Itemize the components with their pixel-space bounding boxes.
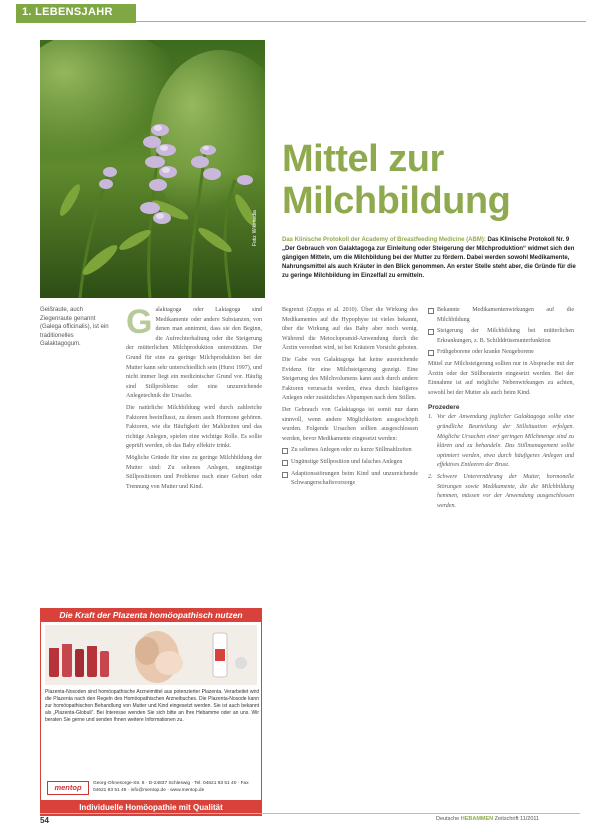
photo-caption: Geißraute, auch Ziegenraute genannt (Galega officinalis), ist ein traditionelles Galaktagogum.	[40, 307, 109, 347]
ad-product-photo	[45, 625, 257, 685]
article-intro	[282, 236, 580, 281]
list-item: Ungünstige Stillposition und falsches Anlegen	[282, 458, 418, 468]
paragraph: Galaktagoga oder Laktagoga sind Medikamente oder andere Substanzen, von denen man annimmt, dass sie den Beginn, die Aufrechterhaltung oder die Steigerung der mütterlichen Milchproduktion unterstützen. Der Grund für eine zu geringe Milchproduktion bei der Mutter kann sehr unterschiedlich sein (Hurst 1997), und nicht immer liegt ein medizinischer Grund vor. Häufig sind Stillprobleme oder eine unzureichende Anlegetechnik die Ursache.	[126, 303, 262, 400]
ad-tagline: Individuelle Homöopathie mit Qualität	[41, 800, 261, 815]
paragraph: Der Gebrauch von Galaktagoga ist somit nur dann sinnvoll, wenn andere Möglichkeiten ausgeschöpft wurden. Folgende Ursachen sollten ausgeschlossen werden, bevor Medikamente eingesetzt werden:	[282, 406, 418, 442]
list-item: 2. Schwere Unterernährung der Mutter, hormonelle Störungen sowie Medikamente, die die Milchbildung hemmen, müssen vor der Anwendung ausgeschlossen werden.	[428, 473, 574, 509]
header-divider	[136, 21, 586, 22]
intro-lead: Das Klinische Protokoll der Academy of Breastfeeding Medicine (ABM):	[282, 237, 486, 243]
bullet-list	[282, 446, 418, 488]
paragraph: Mittel zur Milchsteigerung sollten nur in Absprache mit der Ärztin oder der Stillberaterin eingesetzt werden. Bei der Einnahme ist auf mögliche Nebenwirkungen zu achten, sowohl bei der Mutter als auch beim Kind.	[428, 360, 574, 396]
footer-divider	[40, 813, 580, 814]
advertisement[interactable]	[40, 608, 262, 816]
numbered-list	[428, 413, 574, 511]
flower-photo	[40, 40, 265, 298]
ad-contact: Georg-Ohnesorge-Str. 8 · D-24837 Schleswig · Tel. 04621 93 51 40 · Fax 04621 93 51 49 · info@mentop.de · www.mentop.de	[93, 781, 249, 793]
photo-credit: Foto: Wikimedia	[252, 210, 258, 246]
list-item: 1. Vor der Anwendung jeglicher Galaktagoga sollte eine gründliche Beurteilung der Stillsituation erfolgen. Mögliche Ursachen einer geringen Milchmenge sind zu klären und zu behandeln. Das Stillmanagement sollte optimiert werden, etwa durch häufigeres Anlegen und effektives Entleeren der Brust.	[428, 414, 574, 469]
list-item: Frühgeborene oder kranke Neugeborene	[428, 348, 574, 358]
drop-cap: G	[126, 303, 153, 341]
text-column-1	[126, 303, 262, 494]
title-line: Milchbildung	[282, 180, 511, 222]
list-item: Bekannte Medikamentenwirkungen auf die Milchbildung	[428, 306, 574, 325]
magazine-footer: Deutsche HEBAMMEN Zeitschrift 11/2011	[436, 816, 540, 822]
ad-headline: Die Kraft der Plazenta homöopathisch nutzen	[41, 609, 261, 622]
title-line: Mittel zur	[282, 138, 444, 180]
text-column-2	[282, 306, 418, 491]
paragraph: Die Gabe von Galaktagoga hat keine ausreichende Evidenz für eine Milchsteigerung gezeigt. Eine Steigerung des Milchvolumens kann auch durch andere Faktoren verursacht werden, etwa durch häufigeres Anlegen oder zusätzliches Abpumpen nach dem Stillen.	[282, 356, 418, 402]
intro-text: Das Klinische Protokoll Nr. 9 „Der Gebrauch von Galaktagoga zur Einleitung oder Steigerung der Milchproduktion“ widmet sich den gängigen Mitteln, um die Milchbildung bei der Mutter zu fördern. Dabei werden sowohl Medikamente, Nahrungsmittel als auch Kräuter in den Blick genommen. An erster Stelle steht aber, die Gründe für die zu geringe Milchbildung im Einzelfall zu ermitteln.	[282, 237, 576, 279]
list-item: Zu seltenes Anlegen oder zu kurze Stillmahlzeiten	[282, 446, 418, 456]
text-column-3	[428, 306, 574, 513]
list-item: Steigerung der Milchbildung bei mütterlichen Erkrankungen, z. B. Schilddrüsenunterfunktion	[428, 327, 574, 346]
mentop-logo: mentop	[47, 781, 89, 795]
paragraph: Die natürliche Milchbildung wird durch zahlreiche Faktoren beeinflusst, zu denen auch Hormone gehören. Faktoren, wie die Häufigkeit der Mahlzeiten und das richtige Anlegen, spielen eine wichtige Rolle. Es sollte geprüft werden, ob das Baby effektiv trinkt.	[126, 404, 262, 450]
section-heading: Prozedere	[428, 404, 460, 412]
paragraph: Mögliche Gründe für eine zu geringe Milchbildung der Mutter sind: Zu seltenes Anlegen, ungünstige Stillpositionen und Probleme nach einer Geburt oder Trennung von Mutter und Kind.	[126, 454, 262, 490]
paragraph: Begrenzt (Zuppa et al. 2010). Über die Wirkung des Medikamentes auf die Hypophyse ist vieles bekannt, über die Wirkung auf das Baby aber noch wenig. Während die Metoclopramid-Anwendung durch die Ärztin verordnet wird, ist bei Kräutern Vorsicht geboten.	[282, 307, 418, 352]
article-title	[282, 138, 582, 222]
bullet-list	[428, 306, 574, 358]
section-label: 1. LEBENSJAHR	[22, 6, 113, 18]
list-item: Adaptionsstörungen beim Kind und unzureichende Schwangerschaftsvorsorge	[282, 470, 418, 489]
page-number: 54	[40, 816, 49, 825]
ad-body-text: Plazenta-Nosoden sind homöopathische Arzneimittel aus potenzierter Plazenta. Verarbeitet wird die Plazenta nach den Regeln des Homöopathischen Arzneibuches. Die Plazenta-Nosode kann zur homöopathischen Behandlung von Mutter und Kind eingesetzt werden. Sie ist auch bekannt als „Plazenta-Globuli“. Bei Interesse wenden Sie sich bitte an Ihre Hebamme oder an uns. Wir beraten Sie gerne und senden Ihnen weitere Informationen zu.	[45, 689, 259, 723]
